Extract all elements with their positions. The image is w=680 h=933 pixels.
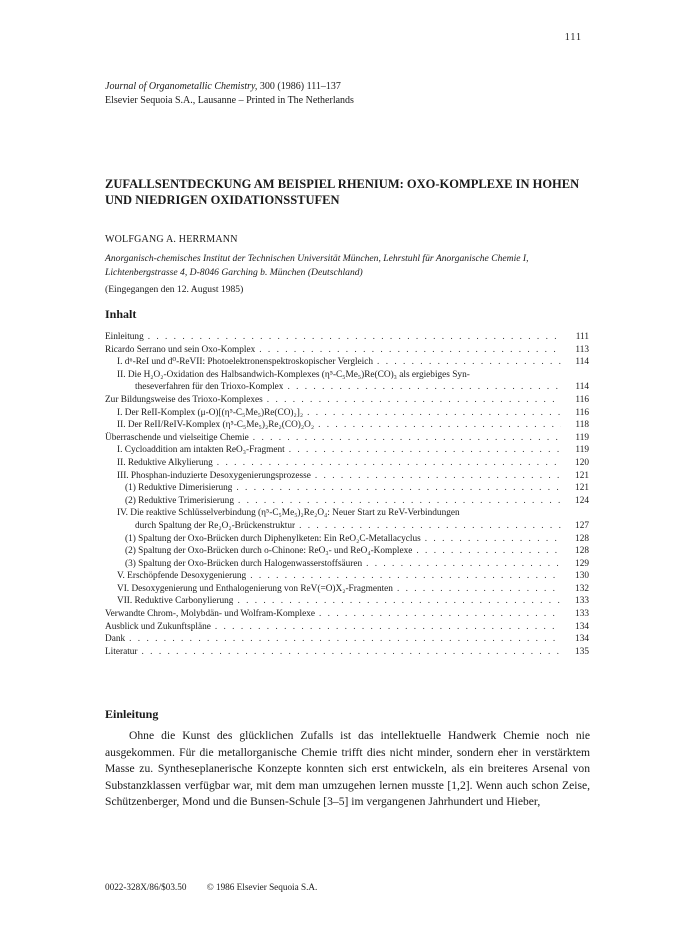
toc-label: (2) Reduktive Trimerisierung [125,495,234,506]
toc-leader [129,633,561,646]
toc-label: (2) Spaltung der Oxo-Brücken durch o-Chinone: ReO₃- und ReO₄-Komplexe [125,546,413,557]
toc-entry [105,381,589,394]
copyright: © 1986 Elsevier Sequoia S.A. [206,882,318,892]
toc-page: 134 [575,634,589,645]
toc-entry [105,558,589,571]
toc-page: 121 [575,483,589,494]
toc-page: 119 [575,432,589,443]
article-code: 0022-328X/86/$03.50 [105,882,187,892]
toc-entry [105,570,589,583]
toc-page: 114 [575,357,589,368]
toc-label: Literatur [105,646,138,657]
toc-label: VII. Reduktive Carbonylierung [117,596,234,607]
toc-page: 127 [575,520,589,531]
toc-entry [105,520,589,533]
journal-publisher: Elsevier Sequoia S.A., Lausanne – Printed in The Netherlands [105,95,354,106]
toc-label: Zur Bildungsweise des Trioxo-Komplexes [105,394,263,405]
toc-entry [105,432,589,445]
section-heading: Einleitung [105,707,159,721]
toc-entry [105,533,589,546]
author: WOLFGANG A. HERRMANN [105,234,238,245]
toc-leader [148,331,561,344]
toc-label: (3) Spaltung der Oxo-Brücken durch Halogenwasserstoffsäuren [125,558,363,569]
toc-entry [105,394,589,407]
toc-label: Dank [105,634,126,645]
toc-entry [105,495,589,508]
toc-label: IV. Die reaktive Schlüsselverbindung (η⁵-C₅Me₅)₂Re₂O₄: Neuer Start zu ReV-Verbindungen [117,508,460,519]
toc-page: 120 [575,457,589,468]
toc-leader [267,394,561,407]
toc-leader [289,444,561,457]
toc-page: 121 [575,470,589,481]
toc-entry [105,419,589,432]
toc-label: II. Der ReII/ReIV-Komplex (η⁵-C₅Me₅)₂Re₂(CO)₂O₂ [117,420,315,431]
contents-heading: Inhalt [105,307,137,321]
toc-page: 128 [575,546,589,557]
toc-leader [416,545,561,558]
toc-entry [105,344,589,357]
toc-entry [105,457,589,470]
toc-label: VI. Desoxygenierung und Enthalogenierung von ReV(=O)X₂-Fragmenten [117,583,393,594]
toc-label: V. Erschöpfende Desoxygenierung [117,571,247,582]
toc-page: 128 [575,533,589,544]
toc-leader [377,356,561,369]
toc-page: 130 [575,571,589,582]
toc-leader [250,570,561,583]
toc-entry [105,608,589,621]
toc-page: 134 [575,621,589,632]
toc-leader [237,595,561,608]
article-title: ZUFALLSENTDECKUNG AM BEISPIEL RHENIUM: OXO-KOMPLEXE IN HOHEN UND NIEDRIGEN OXIDATIONSSTUFEN [105,177,580,207]
toc-label: II. Die H₂O₂-Oxidation des Halbsandwich-Komplexes (η⁵-C₅Me₅)Re(CO)₃ als ergiebiges Syn- [117,369,470,380]
body-paragraph: Ohne die Kunst des glücklichen Zufalls ist das intellektuelle Handwerk Chemie noch nie ausgekommen. Für die metallorganische Chemie trifft dies nicht minder, sondern eher in verstärktem Masse zu. Syntheseplanerische Konzepte konnten sich erst entwickeln, als ein breiteres Arsenal von Substanzklassen verfügbar war, mit dem man umzugehen lernen musste [1,2]. Wenn auch schon Zeise, Schützenberger, Mond und die Bunsen-Schule [3–5] im vergangenen Jahrhundert und Hieber, [105,729,590,809]
toc-label: I. Der ReII-Komplex (μ-O)[(η⁵-C₅Me₅)Re(CO)₂]₂ [117,407,304,418]
received-date: (Eingegangen den 12. August 1985) [105,284,244,295]
toc-leader [318,419,561,432]
toc-label: III. Phosphan-induzierte Desoxygenierungsprozesse [117,470,311,481]
toc-leader [253,432,561,445]
toc-label: durch Spaltung der Re₂O₂-Brückenstruktur [135,520,296,531]
toc-label: I. d⁶-ReI und d⁰-ReVII: Photoelektronenspektroskopischer Vergleich [117,357,374,368]
toc-page: 119 [575,445,589,456]
toc-page: 111 [575,332,589,342]
toc-page: 129 [575,558,589,569]
toc-entry [105,482,589,495]
toc-leader [319,608,561,621]
toc-entry [105,595,589,608]
toc-leader [307,407,561,420]
toc-entry [105,369,589,382]
toc-label: (1) Spaltung der Oxo-Brücken durch Diphenylketen: Ein ReO₂C-Metallacyclus [125,533,421,544]
footer [105,882,335,892]
toc-page: 133 [575,609,589,620]
toc-leader [397,583,561,596]
toc-leader [236,482,561,495]
toc-entry [105,470,589,483]
toc-entry [105,545,589,558]
toc-page: 116 [575,394,589,405]
affiliation: Anorganisch-chemisches Institut der Technischen Universität München, Lehrstuhl für Anorganische Chemie I, Lichtenbergstrasse 4, D-8046 Garching b. München (Deutschland) [105,253,529,278]
toc-leader [425,533,561,546]
toc-page: 135 [575,646,589,657]
toc-entry [105,331,589,344]
toc-entry [105,507,589,520]
toc-page: 113 [575,344,589,355]
toc-entry [105,633,589,646]
toc-label: I. Cycloaddition am intakten ReO₃-Fragment [117,445,285,456]
toc-entry [105,621,589,634]
page-number: 111 [564,32,582,43]
toc-leader [287,381,561,394]
toc-leader [142,646,561,659]
toc-page: 133 [575,596,589,607]
toc-entry [105,407,589,420]
toc-page: 114 [575,382,589,393]
toc-page: 124 [575,495,589,506]
toc-page: 118 [575,420,589,431]
toc-entry [105,583,589,596]
journal-citation [105,80,354,94]
toc-leader [299,520,561,533]
toc-entry [105,356,589,369]
toc-label: (1) Reduktive Dimerisierung [125,483,233,494]
toc-leader [315,470,561,483]
toc-leader [215,621,561,634]
toc-label: II. Reduktive Alkylierung [117,457,213,468]
toc-label: Ricardo Serrano und sein Oxo-Komplex [105,344,256,355]
toc-label: Einleitung [105,332,144,342]
toc-entry [105,646,589,659]
toc-leader [217,457,561,470]
toc-label: Ausblick und Zukunftspläne [105,621,211,632]
journal-name: Journal of Organometallic Chemistry, [105,81,258,92]
toc-leader [366,558,561,571]
toc-entry [105,444,589,457]
table-of-contents [105,331,589,658]
toc-label: Überraschende und vielseitige Chemie [105,432,249,443]
journal-volume: 300 (1986) 111–137 [259,81,341,92]
toc-page: 132 [575,583,589,594]
journal-header [105,80,354,108]
toc-leader [238,495,561,508]
toc-page: 116 [575,407,589,418]
toc-leader [259,344,561,357]
toc-label: theseverfahren für den Trioxo-Komplex [135,382,284,393]
toc-label: Verwandte Chrom-, Molybdän- und Wolfram-Komplexe [105,609,316,620]
